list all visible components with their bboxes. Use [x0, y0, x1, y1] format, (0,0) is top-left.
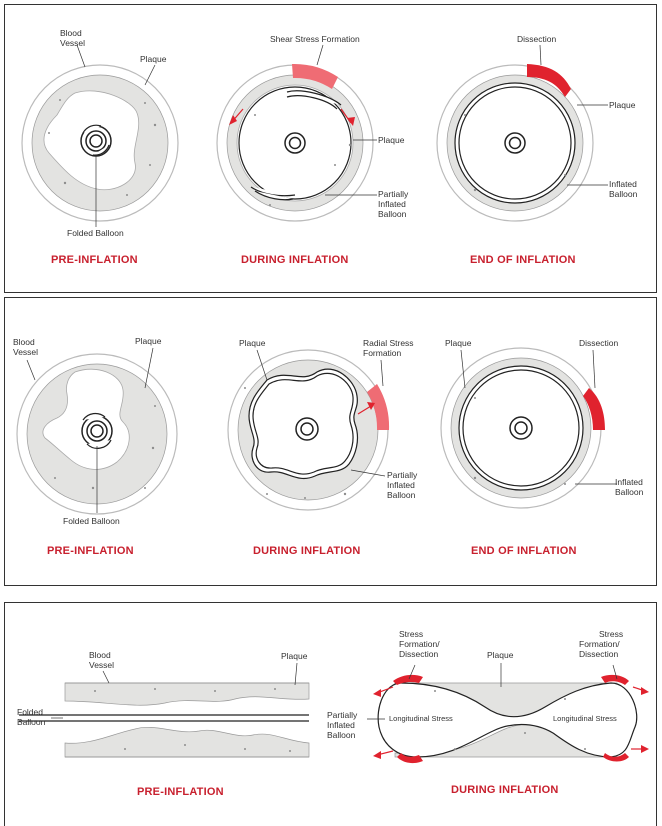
p3-pre-inflation-vessel — [19, 683, 309, 757]
panel3-diagram — [5, 603, 656, 826]
p3-s1-vessel-label-2: Vessel — [89, 660, 115, 670]
p3-s2-stress-right-2: Formation/ — [579, 639, 620, 649]
p2-s2-caption: DURING INFLATION — [253, 545, 361, 557]
p3-s2-stress-right-3: Dissection — [579, 649, 619, 659]
p1-s3-inflated-label: Inflated — [609, 179, 637, 189]
p2-s2-radial-label-1: Radial Stress — [363, 338, 414, 348]
p2-s2-partially-label: Partially — [387, 470, 418, 480]
p3-s2-balloon-label: Balloon — [327, 730, 356, 740]
p3-s2-stress-left-3: Dissection — [399, 649, 439, 659]
panel-longitudinal-stress — [4, 602, 657, 826]
p3-s2-longitudinal-left: Longitudinal Stress — [389, 714, 453, 723]
p2-s3-balloon-label: Balloon — [615, 487, 644, 497]
p2-s2-balloon-label: Balloon — [387, 490, 416, 500]
p2-s3-plaque-label: Plaque — [445, 338, 472, 348]
p1-s1-blood-label-1: Blood — [60, 28, 82, 38]
p2-s1-vessel-label-2: Vessel — [13, 347, 39, 357]
p2-s1-caption: PRE-INFLATION — [47, 545, 134, 557]
panel2-diagram — [5, 298, 656, 585]
p1-s1-caption: PRE-INFLATION — [51, 254, 138, 266]
p3-s1-blood-label-1: Blood — [89, 650, 111, 660]
panel-radial-stress — [4, 297, 657, 586]
p1-during-inflation-vessel — [217, 64, 373, 221]
p3-s2-longitudinal-right: Longitudinal Stress — [553, 714, 617, 723]
p1-s3-dissection-label: Dissection — [517, 34, 557, 44]
p1-pre-inflation-vessel — [22, 65, 178, 221]
p2-s2-radial-label-2: Formation — [363, 348, 402, 358]
p1-end-inflation-vessel — [437, 64, 593, 221]
p2-during-inflation-vessel — [228, 350, 389, 510]
panel-shear-stress — [4, 4, 657, 293]
panel1-diagram — [5, 5, 656, 292]
p2-s3-inflated-label: Inflated — [615, 477, 643, 487]
p1-s2-shear-stress-label: Shear Stress Formation — [270, 34, 360, 44]
p1-s3-plaque-label: Plaque — [609, 100, 636, 110]
p3-s1-folded-label-2: Balloon — [17, 717, 46, 727]
p1-s1-folded-balloon-label: Folded Balloon — [67, 228, 124, 238]
p1-s1-vessel-label-2: Vessel — [60, 38, 86, 48]
p1-s2-balloon-label: Balloon — [378, 209, 407, 219]
p3-s1-plaque-label: Plaque — [281, 651, 308, 661]
p3-s1-caption: PRE-INFLATION — [137, 786, 224, 798]
p2-s1-blood-label-1: Blood — [13, 337, 35, 347]
p3-s2-plaque-label: Plaque — [487, 650, 514, 660]
p2-s2-inflated-label: Inflated — [387, 480, 415, 490]
p2-s2-plaque-label: Plaque — [239, 338, 266, 348]
p3-s2-inflated-label: Inflated — [327, 720, 355, 730]
p1-s2-caption: DURING INFLATION — [241, 254, 349, 266]
p1-s3-caption: END OF INFLATION — [470, 254, 576, 266]
p2-s1-folded-balloon-label: Folded Balloon — [63, 516, 120, 526]
p3-s2-caption: DURING INFLATION — [451, 784, 559, 796]
p1-s2-partially-label: Partially — [378, 189, 409, 199]
p1-s3-balloon-label: Balloon — [609, 189, 638, 199]
p1-s2-plaque-label: Plaque — [378, 135, 405, 145]
p3-s2-stress-left-2: Formation/ — [399, 639, 440, 649]
p2-s3-dissection-label: Dissection — [579, 338, 619, 348]
p2-s1-plaque-label: Plaque — [135, 336, 162, 346]
p1-s2-inflated-label: Inflated — [378, 199, 406, 209]
p2-s3-caption: END OF INFLATION — [471, 545, 577, 557]
p1-s1-plaque-label: Plaque — [140, 54, 167, 64]
p3-s1-folded-label-1: Folded — [17, 707, 43, 717]
p3-s2-stress-right-1: Stress — [599, 629, 624, 639]
p3-s2-partially-label: Partially — [327, 710, 358, 720]
p3-s2-stress-left-1: Stress — [399, 629, 424, 639]
